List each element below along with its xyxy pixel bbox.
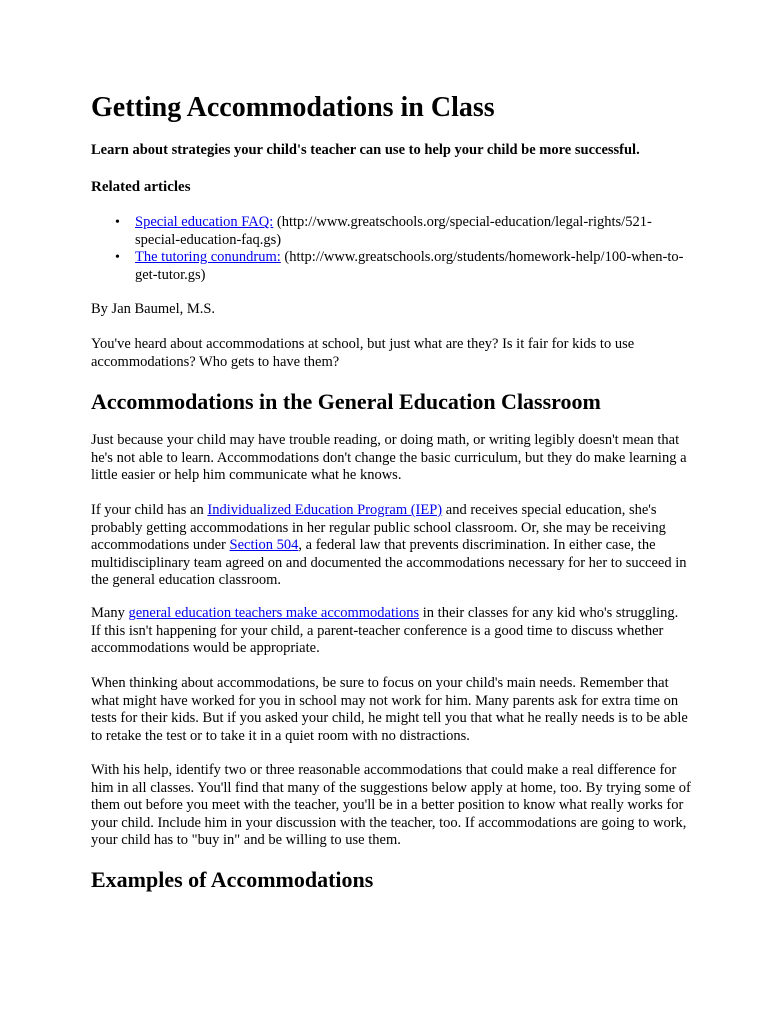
section-heading-examples: Examples of Accommodations: [91, 867, 374, 892]
body-paragraph: [91, 502, 691, 590]
iep-link[interactable]: Individualized Education Program (IEP): [207, 502, 443, 518]
related-article-item: [91, 249, 691, 284]
related-articles-heading: Related articles: [91, 179, 191, 195]
section-504-link[interactable]: Section 504: [229, 537, 299, 553]
byline: By Jan Baumel, M.S.: [91, 301, 216, 317]
section-heading-general-education: Accommodations in the General Education Classroom: [91, 389, 601, 414]
paragraph-text: and receives special education, she's probably getting accommodations in her regular public school classroom. Or, she may be receiving accommodations under: [91, 502, 666, 553]
related-article-url: (http://www.greatschools.org/special-education/legal-rights/521-special-education-faq.gs): [135, 214, 652, 248]
body-paragraph: When thinking about accommodations, be sure to focus on your child's main needs. Remember that what might have worked for you in school may not work for him. Many parents ask for extra time on tests for their kids. But if you asked your child, he might tell you that what he really needs is to be able to retake the test or to take it in a quiet room with no distractions.: [91, 675, 688, 744]
related-article-link-tutoring[interactable]: The tutoring conundrum:: [135, 249, 281, 265]
intro-paragraph: You've heard about accommodations at school, but just what are they? Is it fair for kids to use accommodations? Who gets to have them?: [91, 336, 635, 370]
general-education-teachers-link[interactable]: general education teachers make accommodations: [128, 605, 420, 621]
paragraph-text: in their classes for any kid who's struggling. If this isn't happening for your child, a parent-teacher conference is a good time to discuss whether accommodations would be appropriate.: [91, 605, 679, 656]
page-title: Getting Accommodations in Class: [91, 92, 495, 123]
article-subtitle: Learn about strategies your child's teacher can use to help your child be more successful.: [91, 142, 640, 158]
bullet-icon: •: [115, 215, 120, 230]
paragraph-text: , a federal law that prevents discrimination. In either case, the multidisciplinary team agreed on and documented the accommodations necessary for her to succeed in the general education classroom.: [91, 537, 687, 588]
body-paragraph: With his help, identify two or three reasonable accommodations that could make a real difference for him in all classes. You'll find that many of the suggestions below apply at home, too. By trying some of them out before you meet with the teacher, you'll be in a better position to know what really works for your child. Include him in your discussion with the teacher, too. If accommodations are going to work, your child has to "buy in" and be willing to use them.: [91, 762, 691, 848]
related-article-item: [91, 214, 691, 249]
related-article-link-faq[interactable]: Special education FAQ:: [135, 214, 274, 230]
body-paragraph: Just because your child may have trouble reading, or doing math, or writing legibly doesn't mean that he's not able to learn. Accommodations don't change the basic curriculum, but they do make learning a little easier or help him communicate what he knows.: [91, 432, 687, 483]
bullet-icon: •: [115, 250, 120, 265]
paragraph-text: If your child has an: [91, 502, 208, 518]
paragraph-text: Many: [91, 605, 129, 621]
related-articles-list: [91, 214, 691, 284]
related-article-url: (http://www.greatschools.org/students/homework-help/100-when-to-get-tutor.gs): [135, 249, 684, 283]
body-paragraph: [91, 605, 691, 658]
